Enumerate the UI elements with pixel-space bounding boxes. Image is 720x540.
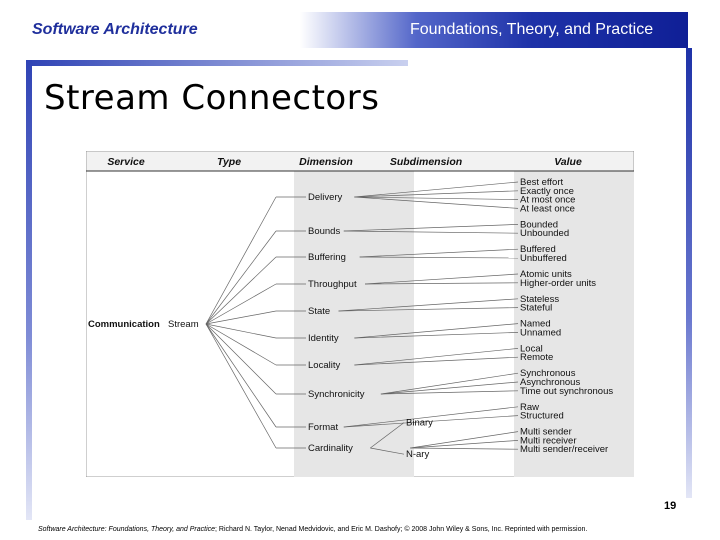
value-raw: Raw — [520, 401, 540, 413]
value-synchronous: Synchronous — [520, 368, 576, 380]
value-stateful: Stateful — [520, 302, 553, 314]
subdimension-n-ary: N-ary — [406, 449, 430, 461]
value-asynchronous: Asynchronous — [520, 377, 581, 388]
value-multi-sender: Multi sender — [520, 426, 572, 438]
page-number: 19 — [664, 500, 677, 512]
footer-citation — [38, 526, 587, 533]
value-unnamed: Unnamed — [520, 327, 562, 339]
dimension-format: Format — [308, 422, 339, 433]
value-at-least-once: At least once — [520, 203, 575, 215]
value-higher-order-units: Higher-order units — [520, 277, 597, 289]
slide-title: Stream Connectors — [44, 78, 380, 118]
footer-credit: ; Richard N. Taylor, Nenad Medvidovic, and Eric M. Dashofy; © 2008 John Wiley & Sons, Inc. Reprinted with permission. — [215, 526, 588, 533]
value-multi-sender-receiver: Multi sender/receiver — [520, 444, 609, 456]
value-bounded: Bounded — [520, 219, 559, 231]
value-stateless: Stateless — [520, 293, 560, 305]
dimension-identity: Identity — [308, 333, 339, 344]
value-buffered: Buffered — [520, 244, 556, 256]
frame-left-rule — [26, 60, 32, 520]
dimension-locality: Locality — [308, 360, 341, 371]
course-title: Software Architecture — [32, 21, 198, 38]
dimension-synchronicity: Synchronicity — [308, 389, 365, 400]
header-row — [86, 151, 634, 171]
dimension-buffering: Buffering — [308, 252, 346, 263]
value-multi-receiver: Multi receiver — [520, 435, 577, 447]
column-header-service: Service — [107, 156, 145, 168]
value-at-most-once: At most once — [520, 194, 576, 206]
value-atomic-units: Atomic units — [520, 269, 572, 280]
value-remote: Remote — [520, 352, 554, 364]
column-header-subdimension: Subdimension — [389, 156, 463, 168]
frame-right-rule — [686, 48, 692, 498]
dimension-state: State — [308, 306, 331, 317]
value-unbuffered: Unbuffered — [520, 253, 567, 264]
column-header-value: Value — [554, 156, 582, 168]
value-time-out-synchronous: Time out synchronous — [520, 385, 614, 397]
value-local: Local — [520, 343, 543, 355]
value-named: Named — [520, 318, 551, 330]
subdimension-binary: Binary — [406, 417, 433, 429]
stream-connector-taxonomy-diagram — [86, 151, 634, 477]
service-communication: Communication — [88, 319, 160, 330]
dimension-delivery: Delivery — [308, 192, 343, 203]
dimension-cardinality: Cardinality — [308, 443, 353, 454]
column-header-dimension: Dimension — [299, 156, 353, 168]
value-best-effort: Best effort — [520, 177, 564, 188]
dimension-throughput: Throughput — [308, 279, 357, 290]
dimension-bounds: Bounds — [308, 226, 341, 237]
footer-book-title: Software Architecture: Foundations, Theory, and Practice — [38, 526, 216, 533]
value-exactly-once: Exactly once — [520, 185, 574, 197]
value-structured: Structured — [520, 410, 564, 422]
value-unbounded: Unbounded — [520, 228, 570, 240]
column-header-type: Type — [216, 156, 242, 168]
type-stream: Stream — [168, 319, 199, 330]
course-subtitle: Foundations, Theory, and Practice — [410, 21, 654, 38]
frame-top-rule — [26, 60, 408, 66]
